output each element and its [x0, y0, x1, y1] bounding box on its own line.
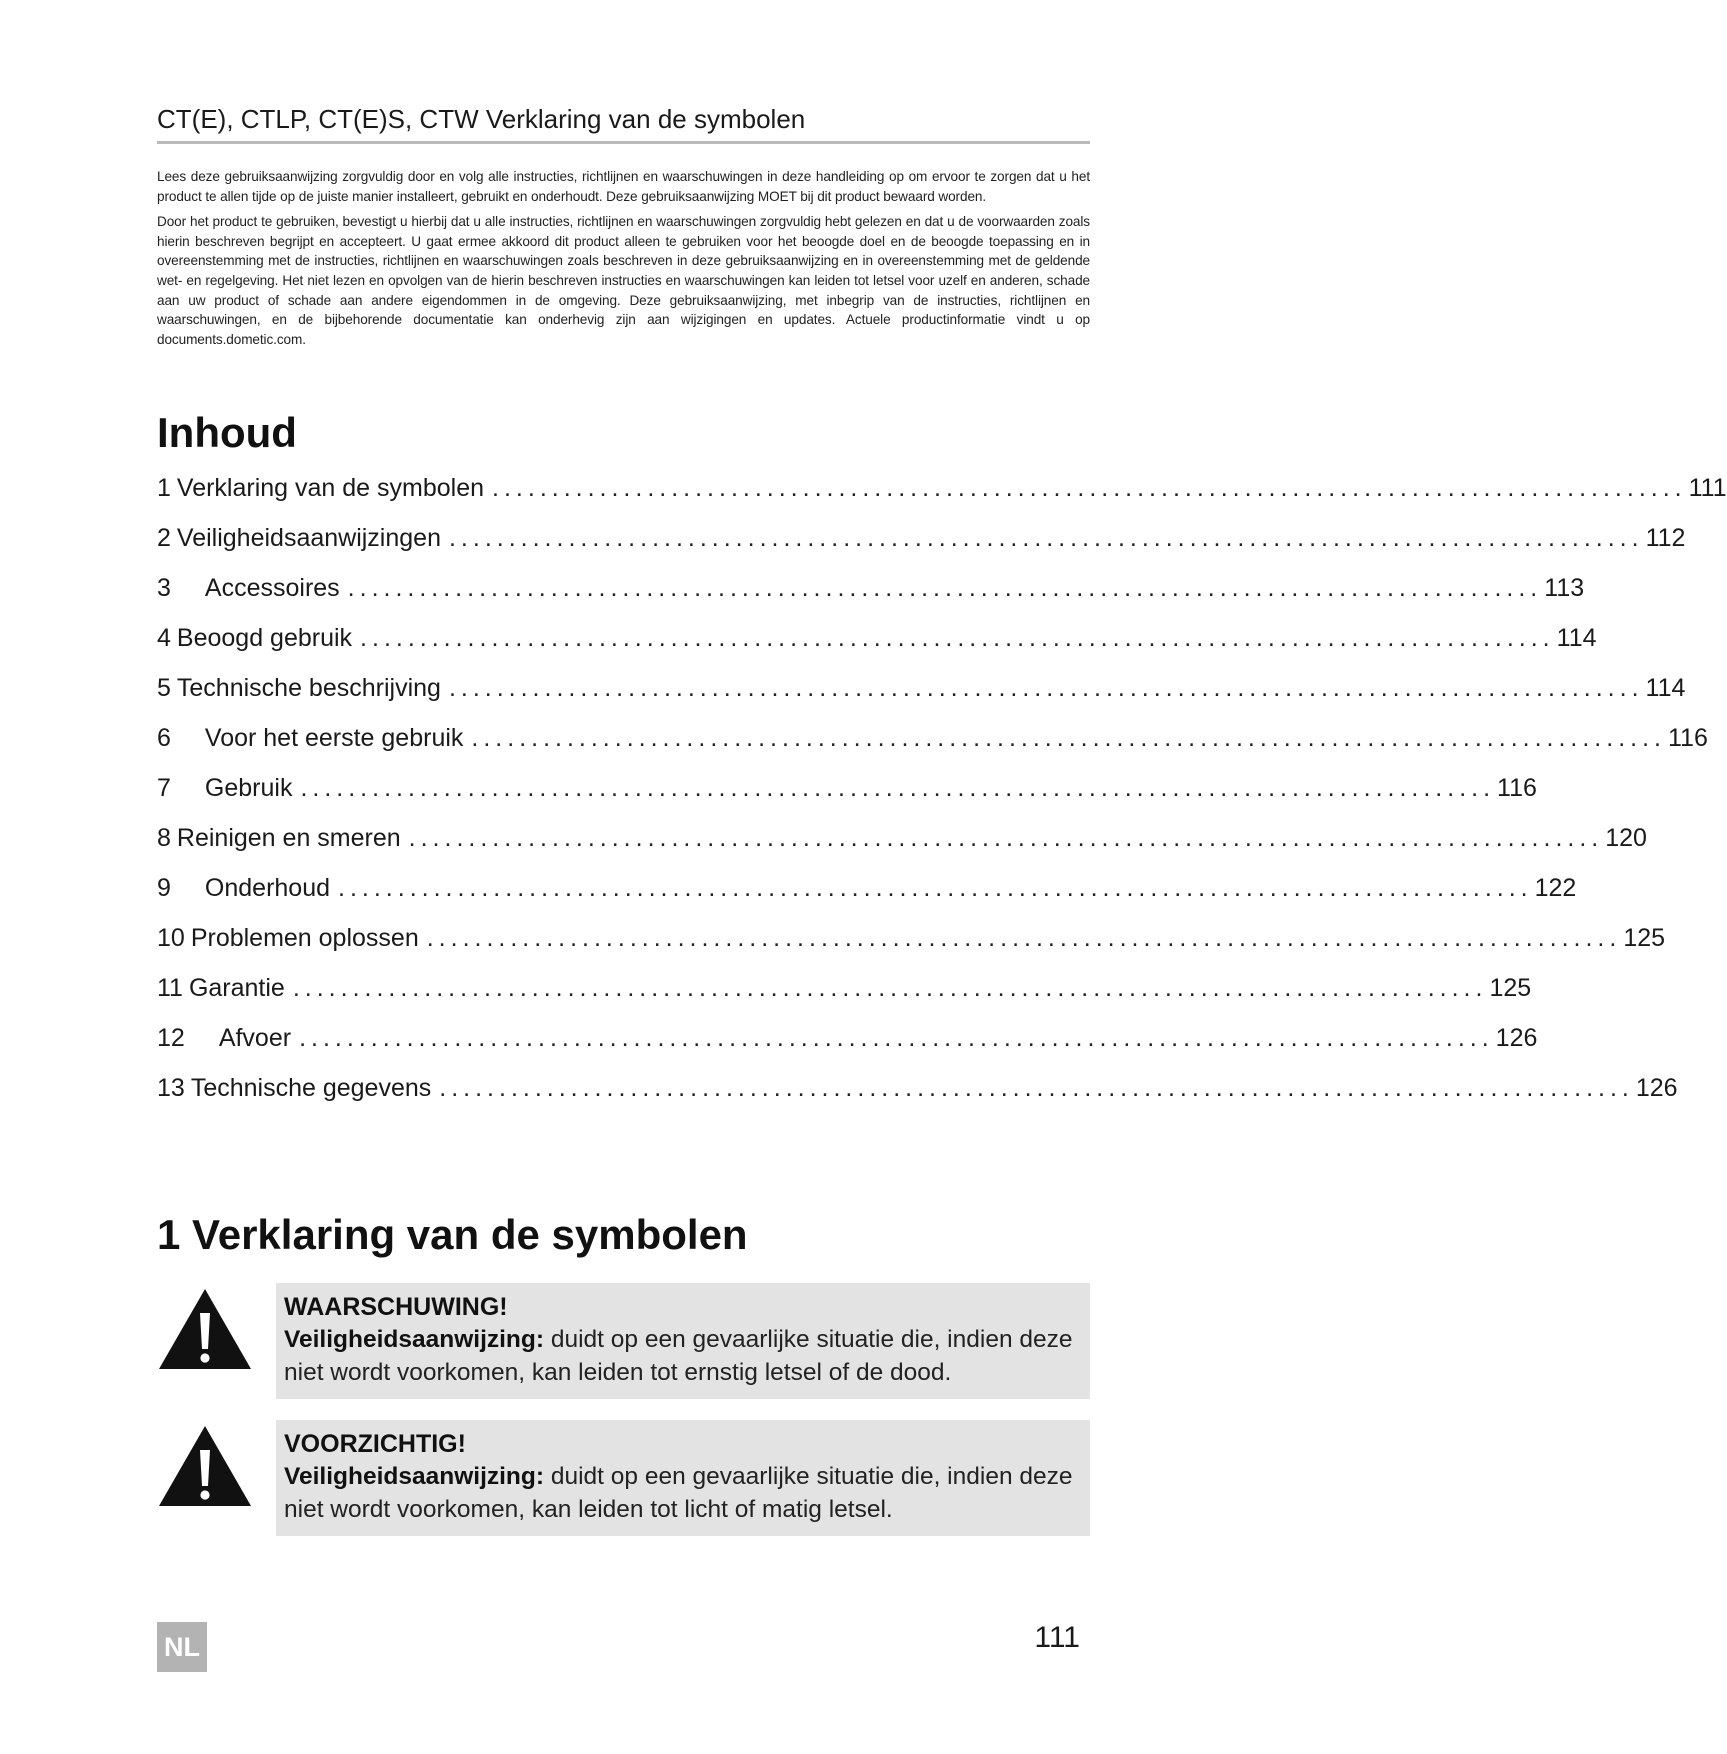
toc-entry-label: Voor het eerste gebruik	[204, 724, 464, 752]
warning-notice	[157, 1283, 1090, 1403]
toc-entry-page: 122	[1534, 874, 1577, 902]
toc-entry-page: 120	[1605, 824, 1647, 852]
toc-leader-dots: ....................................................................................................	[426, 924, 1622, 952]
toc-entry-number: 13	[157, 1074, 185, 1102]
toc-leader-dots: ....................................................................................................	[408, 824, 1604, 852]
toc-leader-dots: ....................................................................................................	[292, 974, 1488, 1002]
toc-entry-number: 7	[157, 774, 171, 802]
intro-paragraph-2: Door het product te gebruiken, bevestigt u hierbij dat u alle instructies, richtlijnen en waarschuwingen zorgvuldig hebt gelezen en dat u de voorwaarden zoals hierin beschreven begrijpt en accepteert. U gaat ermee akkoord dit product alleen te gebruiken voor het beoogde doel en de beoogde toepassing en in overeenstemming met de instructies, richtlijnen en waarschuwingen zoals beschreven in deze gebruiksaanwijzing en in overeenstemming met de geldende wet- en regelgeving. Het niet lezen en opvolgen van de hierin beschreven instructies en waarschuwingen kan leiden tot letsel voor uzelf en anderen, schade aan uw product of schade aan andere eigendommen in de omgeving. Deze gebruiksaanwijzing, met inbegrip van de instructies, richtlijnen en waarschuwingen, en de bijbehorende documentatie kan onderhevig zijn aan wijzigingen en updates. Actuele productinformatie vindt u op documents.dometic.com.	[157, 214, 1090, 347]
toc-entry[interactable]	[157, 670, 1686, 706]
section-title: 1 Verklaring van de symbolen	[157, 1211, 748, 1258]
toc-entry-label: Garantie	[188, 974, 285, 1002]
warning-heading: WAARSCHUWING!	[284, 1293, 508, 1321]
toc-entry-label: Technische gegevens	[190, 1074, 432, 1102]
toc-entry[interactable]	[157, 1070, 1678, 1106]
toc-entry[interactable]	[157, 970, 1532, 1006]
caution-notice-box	[276, 1420, 1090, 1536]
running-header: CT(E), CTLP, CT(E)S, CTW Verklaring van de symbolen	[157, 103, 1090, 144]
toc-entry-number: 9	[157, 874, 171, 902]
page-number: 111	[1034, 1621, 1080, 1654]
toc-entry-number: 4	[157, 624, 171, 652]
toc-entry-page: 116	[1497, 774, 1537, 802]
toc-entry-label: Reinigen en smeren	[176, 824, 401, 852]
toc-entry-number: 12	[157, 1024, 185, 1052]
toc-leader-dots: ....................................................................................................	[439, 1074, 1634, 1102]
toc-entry-page: 112	[1645, 524, 1686, 552]
toc-entry-number: 3	[157, 574, 171, 602]
toc-leader-dots: ....................................................................................................	[347, 574, 1543, 602]
caution-text	[284, 1460, 1080, 1526]
toc-entry-page: 114	[1556, 624, 1597, 652]
toc-entry-page: 111	[1688, 474, 1727, 502]
toc-entry-page: 116	[1668, 724, 1708, 752]
caution-description: duidt op een gevaarlijke situatie die, indien deze niet wordt voorkomen, kan leiden tot licht of matig letsel.	[284, 1463, 1073, 1523]
toc-entry-label: Onderhoud	[204, 874, 331, 902]
intro-paragraph-1: Lees deze gebruiksaanwijzing zorgvuldig door en volg alle instructies, richtlijnen en waarschuwingen in deze handleiding op om ervoor te zorgen dat u het product te allen tijde op de juiste manier installeert, gebruikt en onderhoudt. Deze gebruiksaanwijzing MOET bij dit product bewaard worden.	[157, 169, 1090, 204]
toc-leader-dots: ....................................................................................................	[299, 1024, 1494, 1052]
toc-leader-dots: ....................................................................................................	[448, 524, 1644, 552]
toc-entry[interactable]	[157, 520, 1686, 556]
toc-entry-number: 8	[157, 824, 171, 852]
warning-triangle-icon	[157, 1287, 253, 1371]
toc-entry[interactable]	[157, 770, 1537, 806]
caution-triangle-icon	[157, 1424, 253, 1508]
toc-entry-number: 5	[157, 674, 171, 702]
toc-entry-number: 6	[157, 724, 171, 752]
toc-leader-dots: ....................................................................................................	[471, 724, 1666, 752]
warning-description: duidt op een gevaarlijke situatie die, indien deze niet wordt voorkomen, kan leiden tot ernstig letsel of de dood.	[284, 1326, 1073, 1386]
toc-entry[interactable]	[157, 620, 1597, 656]
toc-leader-dots: ....................................................................................................	[300, 774, 1496, 802]
toc-entry-label: Problemen oplossen	[190, 924, 419, 952]
toc-entry-page: 125	[1623, 924, 1666, 952]
toc-entry-label: Veiligheidsaanwijzingen	[176, 524, 441, 552]
warning-notice-box	[276, 1283, 1090, 1399]
toc-entry[interactable]	[157, 720, 1708, 756]
warning-text	[284, 1323, 1080, 1389]
toc-entry-number: 11	[157, 974, 183, 1002]
toc-entry[interactable]	[157, 870, 1577, 906]
toc-entry[interactable]	[157, 820, 1647, 856]
toc-entry-label: Beoogd gebruik	[176, 624, 353, 652]
toc-entry-label: Gebruik	[204, 774, 293, 802]
toc-entry-page: 113	[1544, 574, 1585, 602]
caution-heading: VOORZICHTIG!	[284, 1430, 466, 1458]
caution-lead: Veiligheidsaanwijzing:	[284, 1463, 545, 1490]
toc-entry[interactable]	[157, 570, 1585, 606]
intro-text	[157, 167, 1090, 355]
toc-entry-page: 125	[1489, 974, 1532, 1002]
toc-leader-dots: ....................................................................................................	[360, 624, 1555, 652]
toc-entry-number: 1	[157, 474, 171, 502]
toc-entry-page: 126	[1495, 1024, 1538, 1052]
toc-leader-dots: ....................................................................................................	[448, 674, 1644, 702]
toc-entry-label: Afvoer	[218, 1024, 292, 1052]
toc-entry-number: 2	[157, 524, 171, 552]
toc-entry-label: Verklaring van de symbolen	[176, 474, 485, 502]
caution-notice	[157, 1420, 1090, 1540]
toc-leader-dots: ....................................................................................................	[338, 874, 1533, 902]
toc-entry[interactable]	[157, 470, 1727, 506]
toc-leader-dots: ....................................................................................................	[492, 474, 1687, 502]
toc-entry-number: 10	[157, 924, 185, 952]
toc-entry-page: 126	[1635, 1074, 1678, 1102]
toc-entry[interactable]	[157, 920, 1666, 956]
warning-lead: Veiligheidsaanwijzing:	[284, 1326, 545, 1353]
toc-entry-label: Technische beschrijving	[176, 674, 441, 702]
toc-entry-label: Accessoires	[204, 574, 340, 602]
toc-entry-page: 114	[1645, 674, 1686, 702]
language-badge: NL	[157, 1622, 207, 1672]
toc-entry[interactable]	[157, 1020, 1538, 1056]
toc-title: Inhoud	[157, 409, 297, 456]
